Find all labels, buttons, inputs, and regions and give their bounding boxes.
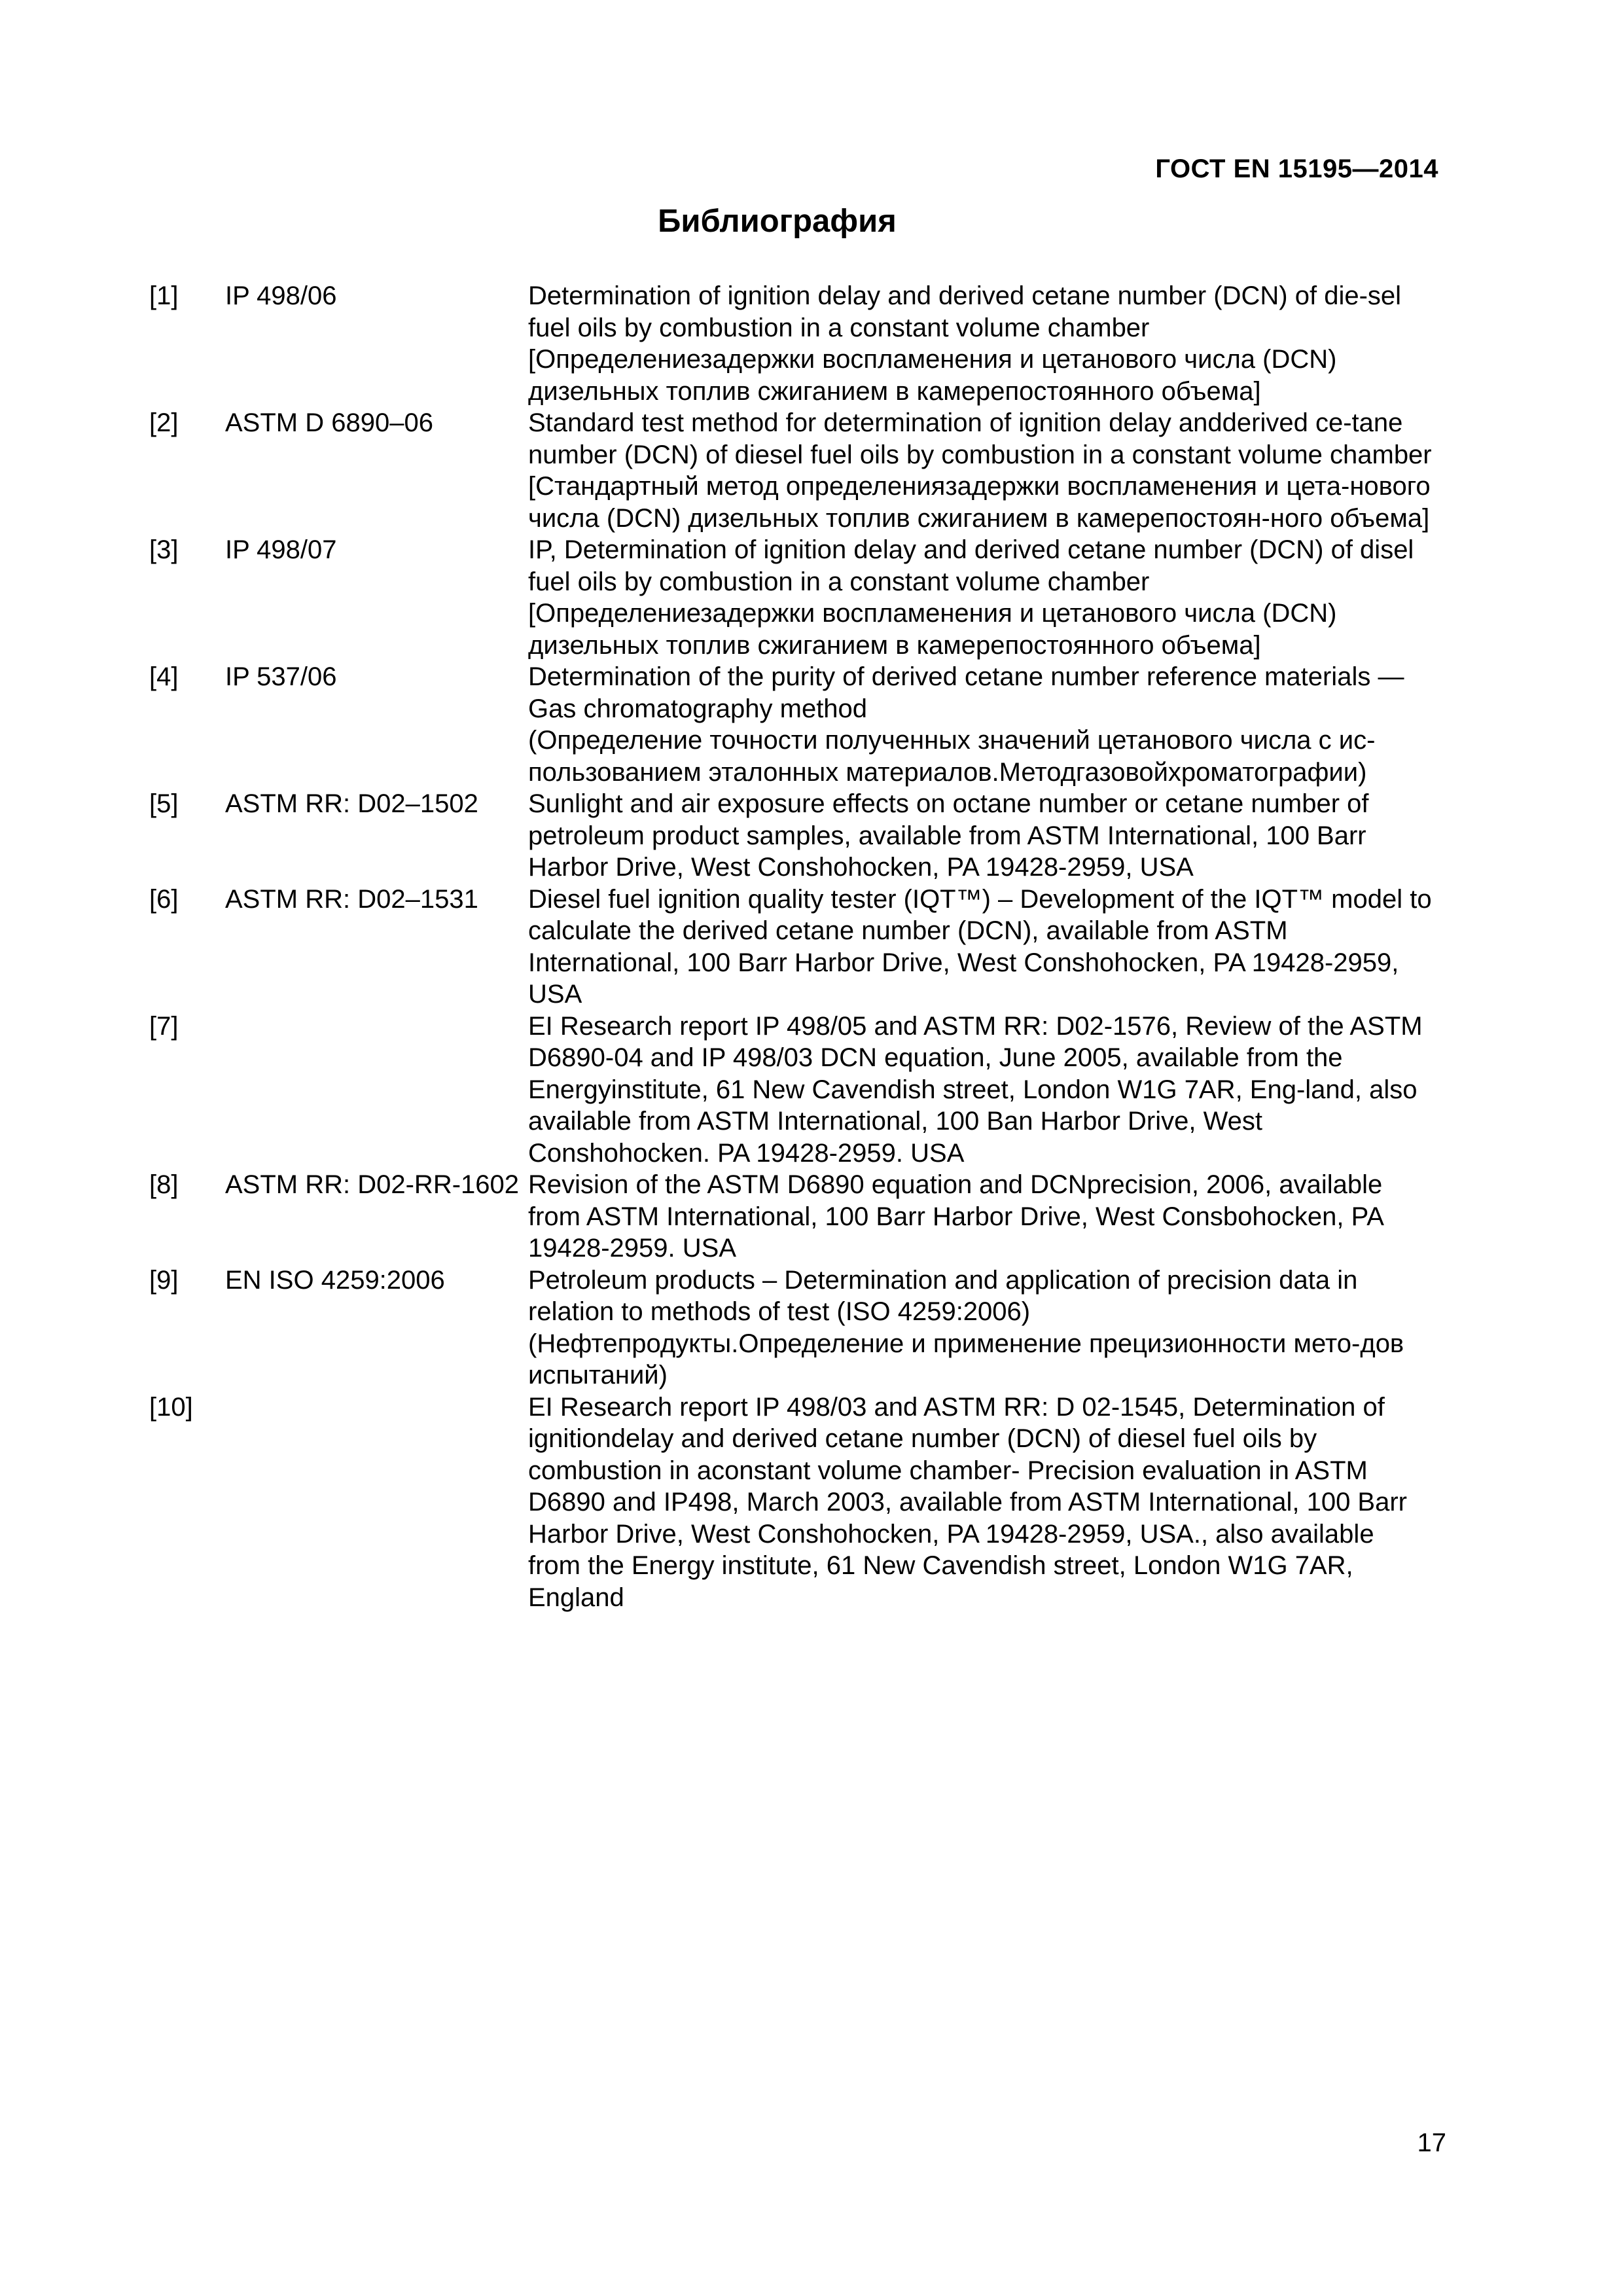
entry-description bbox=[528, 884, 1432, 1011]
entry-code: EN ISO 4259:2006 bbox=[225, 1265, 445, 1295]
page-number: 17 bbox=[1417, 2128, 1446, 2157]
entry-description-paragraph: (Определение точности полученных значений цетанового числа с ис-пользованием эталонных материалов.Методгазовойхроматографии) bbox=[528, 726, 1376, 787]
entry-description-paragraph: Determination of the purity of derived cetane number reference materials — Gas chromatography method bbox=[528, 662, 1404, 723]
entry-description bbox=[528, 280, 1432, 407]
bibliography-entry bbox=[149, 534, 1432, 661]
bibliography-entry bbox=[149, 1169, 1432, 1265]
entry-code: ASTM RR: D02-RR-1602 bbox=[225, 1170, 520, 1199]
bibliography-entry bbox=[149, 1391, 1432, 1614]
entry-number: [4] bbox=[149, 662, 179, 691]
entry-description-paragraph: Determination of ignition delay and derived cetane number (DCN) of die-sel fuel oils by combustion in a constant volume chamber bbox=[528, 281, 1402, 342]
entry-description bbox=[528, 1391, 1432, 1614]
page-title: Библиография bbox=[658, 204, 897, 239]
bibliography-entry bbox=[149, 661, 1432, 788]
entry-number: [5] bbox=[149, 789, 179, 818]
bibliography-entry bbox=[149, 407, 1432, 534]
entry-description bbox=[528, 1265, 1432, 1391]
entry-code: IP 498/07 bbox=[225, 535, 337, 564]
entry-number: [1] bbox=[149, 281, 179, 310]
bibliography-entry bbox=[149, 884, 1432, 1011]
entry-description-paragraph: Diesel fuel ignition quality tester (IQT™) – Development of the IQT™ model to calculate the derived cetane number (DCN), available from ASTM International, 100 Barr Harbor Drive, West Conshohocken, PA 19428-2959, USA bbox=[528, 884, 1432, 1009]
bibliography-entry bbox=[149, 1265, 1432, 1391]
bibliography-entry bbox=[149, 280, 1432, 407]
entry-description-paragraph: [Стандартный метод определениязадержки воспламенения и цета-нового числа (DCN) дизельных топлив сжиганием в камерепостоян-ного объема] bbox=[528, 472, 1431, 533]
entry-description-paragraph: (Нефтепродукты.Определение и применение прецизионности мето-дов испытаний) bbox=[528, 1329, 1404, 1390]
entry-description bbox=[528, 1169, 1432, 1265]
entry-number: [6] bbox=[149, 884, 179, 914]
entry-description bbox=[528, 534, 1432, 661]
bibliography-entry bbox=[149, 1011, 1432, 1170]
entry-description bbox=[528, 407, 1432, 534]
entry-number: [8] bbox=[149, 1170, 179, 1199]
entry-description-paragraph: [Определениезадержки воспламенения и цетанового числа (DCN) дизельных топлив сжиганием в камерепостоянного объема] bbox=[528, 599, 1337, 660]
entry-code: ASTM RR: D02–1531 bbox=[225, 884, 478, 914]
entry-code: IP 537/06 bbox=[225, 662, 337, 691]
entry-description-paragraph: Revision of the ASTM D6890 equation and DCNprecision, 2006, available from ASTM International, 100 Barr Harbor Drive, West Consbohocken, PA 19428-2959. USA bbox=[528, 1170, 1383, 1263]
entry-description-paragraph: Petroleum products – Determination and application of precision data in relation to methods of test (ISO 4259:2006) bbox=[528, 1265, 1358, 1326]
entry-number: [2] bbox=[149, 408, 179, 437]
entry-description-paragraph: Sunlight and air exposure effects on octane number or cetane number of petroleum product samples, available from ASTM International, 100 Barr Harbor Drive, West Conshohocken, PA 19428-2959, USA bbox=[528, 789, 1369, 882]
entry-code: ASTM D 6890–06 bbox=[225, 408, 433, 437]
bibliography-list bbox=[149, 280, 1432, 1613]
entry-description bbox=[528, 661, 1432, 788]
entry-description-paragraph: EI Research report IP 498/03 and ASTM RR: D 02-1545, Determination of ignitiondelay and derived cetane number (DCN) of diesel fuel oils by combustion in aconstant volume chamber- Precision evaluation in ASTM D6890 and IP498, March 2003, available from ASTM International, 100 Barr Harbor Drive, West Conshohocken, PA 19428-2959, USA., also available from the Energy institute, 61 New Cavendish street, London W1G 7AR, England bbox=[528, 1392, 1407, 1612]
entry-description bbox=[528, 788, 1432, 884]
entry-number: [9] bbox=[149, 1265, 179, 1295]
entry-description-paragraph: IP, Determination of ignition delay and derived cetane number (DCN) of disel fuel oils by combustion in a constant volume chamber bbox=[528, 535, 1414, 596]
entry-description bbox=[528, 1011, 1432, 1170]
bibliography-entry bbox=[149, 788, 1432, 884]
entry-code: ASTM RR: D02–1502 bbox=[225, 789, 478, 818]
entry-number: [3] bbox=[149, 535, 179, 564]
entry-description-paragraph: [Определениезадержки воспламенения и цетанового числа (DCN) дизельных топлив сжиганием в камерепостоянного объема] bbox=[528, 345, 1337, 406]
document-code: ГОСТ EN 15195—2014 bbox=[1155, 154, 1438, 183]
entry-description-paragraph: Standard test method for determination of ignition delay andderived ce-tane number (DCN) of diesel fuel oils by combustion in a constant volume chamber bbox=[528, 408, 1432, 469]
entry-number: [7] bbox=[149, 1011, 179, 1041]
entry-code: IP 498/06 bbox=[225, 281, 337, 310]
entry-number: [10] bbox=[149, 1392, 193, 1422]
entry-description-paragraph: EI Research report IP 498/05 and ASTM RR: D02-1576, Review of the ASTM D6890-04 and IP 498/03 DCN equation, June 2005, available from the Energyinstitute, 61 New Cavendish street, London W1G 7AR, Eng-land, also available from ASTM International, 100 Ban Harbor Drive, West Conshohocken. PA 19428-2959. USA bbox=[528, 1011, 1423, 1168]
